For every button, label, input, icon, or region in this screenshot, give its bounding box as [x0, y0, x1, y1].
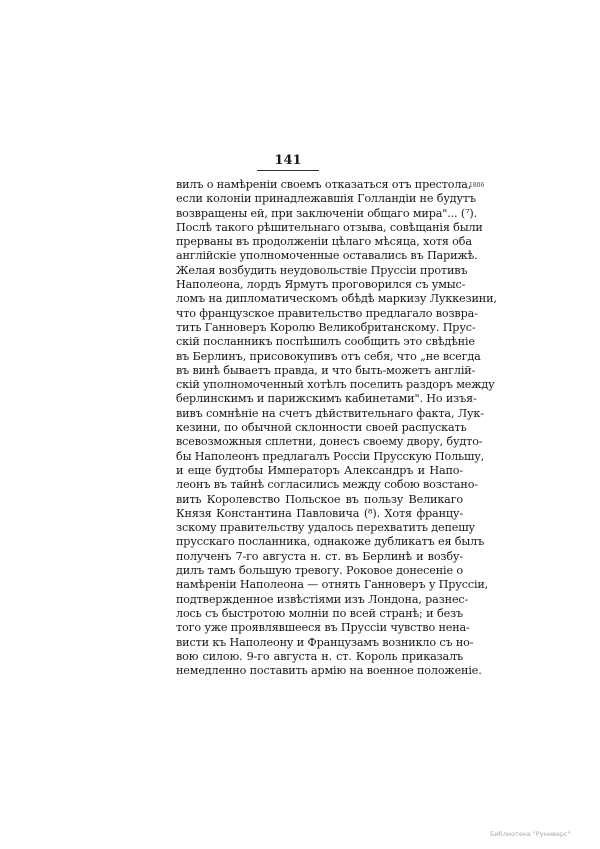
text-line: кезини, по обычной склонности своей распускать: [176, 421, 467, 435]
text-line: намѣреніи Наполеона — отнять Ганноверъ у Пруссіи,: [176, 578, 489, 592]
text-line: бы Наполеонъ предлагалъ Россіи Прусскую Польшу,: [176, 449, 485, 463]
text-line: немедленно поставить армію на военное положеніе.: [176, 664, 482, 678]
margin-year-note: 1806: [469, 182, 485, 189]
text-line: въ Берлинъ, присовокупивъ отъ себя, что „не всегда: [176, 349, 481, 363]
text-line: и еще будтобы Императоръ Александръ и Напо-: [176, 463, 463, 477]
page-number: 141: [257, 153, 319, 171]
text-line: что французское правительство предлагало возвра-: [176, 306, 478, 320]
text-line: если колоніи принадлежавшія Голландіи не будутъ: [176, 192, 476, 206]
text-line: Желая возбудить неудовольствіе Пруссіи противъ: [176, 263, 468, 277]
text-line: полученъ 7-го августа н. ст. въ Берлинѣ и возбу-: [176, 549, 463, 563]
text-line: вилъ о намѣреніи своемъ отказаться отъ престола,: [176, 178, 472, 191]
text-line: Наполеона, лордъ Ярмутъ проговорился съ умыс-: [176, 278, 466, 292]
text-line: Послѣ такого рѣшительнаго отзыва, совѣщанія были: [176, 220, 483, 234]
text-line: возвращены ей, при заключеніи общаго мира"... (⁷).: [176, 206, 478, 220]
text-line: ломъ на дипломатическомъ обѣдѣ маркизу Луккезини,: [176, 292, 497, 306]
text-line: того уже проявлявшееся въ Пруссіи чувство нена-: [176, 621, 470, 635]
library-watermark: Библиотека "Руниверс": [490, 830, 571, 838]
text-line: подтвержденное извѣстіями изъ Лондона, разнес-: [176, 592, 469, 606]
text-line: тить Ганноверъ Королю Великобританскому. Прус-: [176, 320, 476, 334]
text-line: въ винѣ бываетъ правда, и что быть-можетъ англій-: [176, 363, 476, 377]
text-line: лось съ быстротою молніи по всей странѣ; и безъ: [176, 606, 463, 620]
text-line: прерваны въ продолженіи цѣлаго мѣсяца, хотя оба: [176, 235, 472, 249]
text-line: всевозможныя сплетни, донесъ своему двору, будто-: [176, 435, 483, 449]
text-line: висти къ Наполеону и Французамъ возникло съ но-: [176, 635, 474, 649]
text-line: зскому правительству удалось перехватить депешу: [176, 521, 475, 535]
text-line: Князя Константина Павловича (⁸). Хотя францу-: [176, 506, 463, 520]
text-line: скій уполномоченный хотѣлъ поселить раздоръ между: [176, 378, 495, 392]
text-line: вить Королевство Польское въ пользу Великаго: [176, 492, 463, 506]
text-line: берлинскимъ и парижскимъ кабинетами". Но изъя-: [176, 392, 477, 406]
text-line: англійскіе уполномоченные оставались въ Парижѣ.: [176, 249, 478, 263]
text-line: вивъ сомнѣніе на счетъ дѣйствительнаго факта, Лук-: [176, 406, 484, 420]
text-line: леонъ въ тайнѣ согласились между собою возстано-: [176, 478, 478, 492]
text-line: вою силою. 9-го августа н. ст. Король приказалъ: [176, 649, 463, 663]
text-line: дилъ тамъ большую тревогу. Роковое донесеніе о: [176, 564, 463, 578]
text-line: скій посланникъ поспѣшилъ сообщить это свѣдѣніе: [176, 335, 475, 349]
text-line: прусскаго посланника, однакоже дубликатъ ея былъ: [176, 535, 485, 549]
